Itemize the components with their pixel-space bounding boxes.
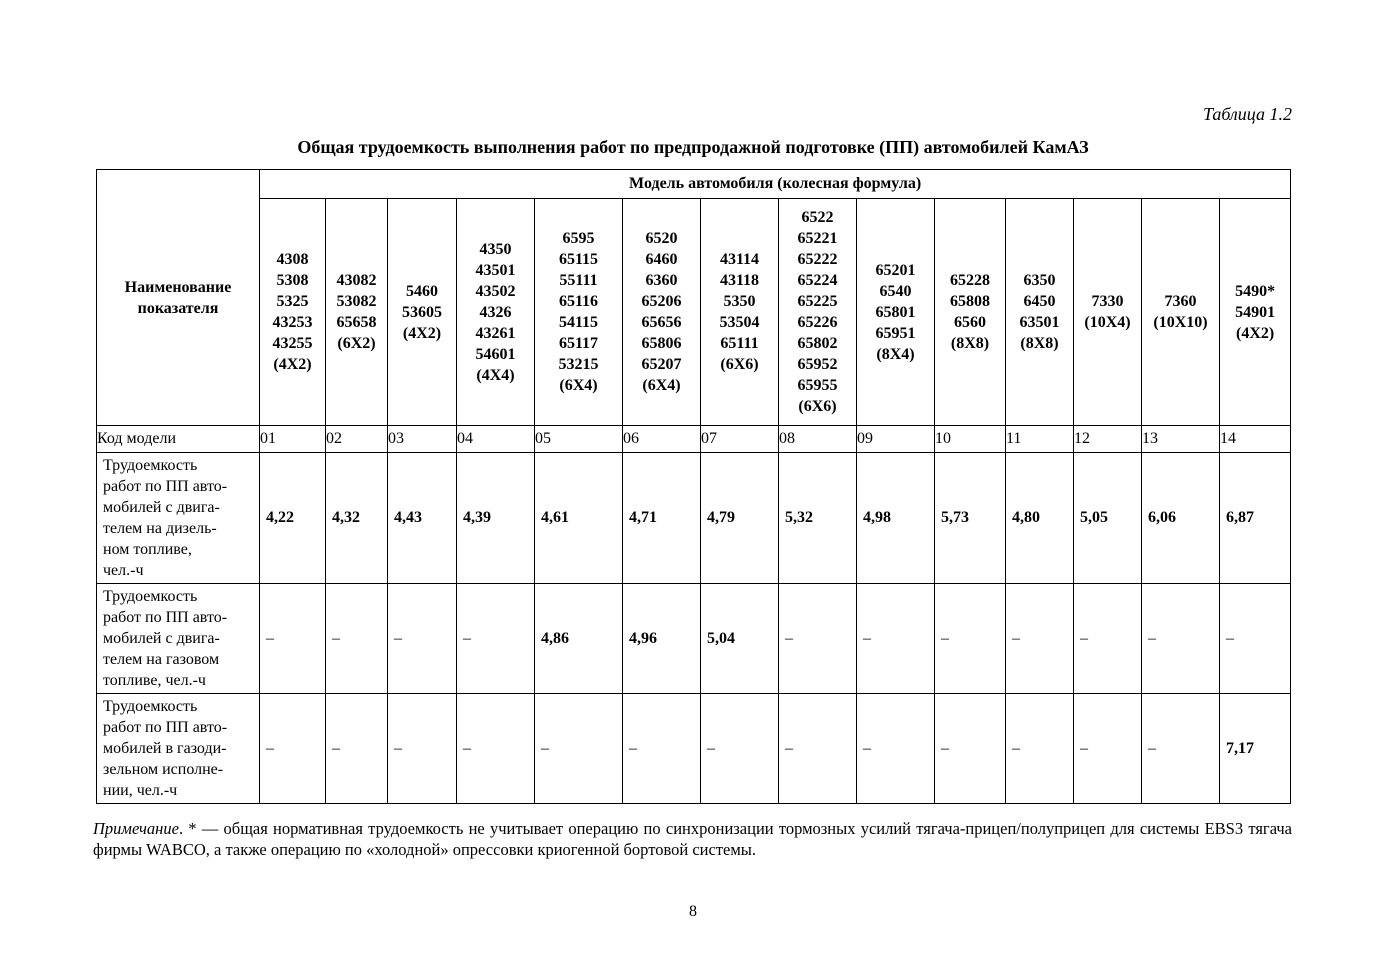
model-code: 01	[260, 426, 326, 453]
value-cell: 4,96	[623, 584, 701, 694]
model-line: (8Х4)	[876, 345, 915, 363]
table-row	[97, 453, 1291, 584]
model-line: 6350	[1023, 272, 1056, 289]
model-line: (10Х4)	[1084, 314, 1131, 331]
row-label-line: чел.-ч	[103, 562, 144, 579]
model-header-12	[1074, 199, 1142, 426]
value-cell: 5,32	[779, 453, 857, 584]
value-cell: 4,79	[701, 453, 779, 584]
model-line: 65221	[797, 230, 838, 247]
value-cell: 7,17	[1220, 694, 1291, 804]
value-cell: 5,04	[701, 584, 779, 694]
row-label-line: Трудоемкость	[103, 588, 198, 605]
model-header-11	[1006, 199, 1074, 426]
empty-cell: –	[1220, 584, 1291, 694]
empty-cell: –	[457, 584, 535, 694]
model-line: 53504	[719, 314, 760, 331]
model-line: 65201	[875, 261, 916, 279]
model-line: 65115	[558, 251, 599, 268]
model-line: 5350	[723, 293, 756, 310]
empty-cell: –	[326, 694, 388, 804]
model-line: 4350	[479, 240, 512, 258]
model-line: 54601	[475, 345, 516, 363]
value-cell: 4,98	[857, 453, 935, 584]
model-code: 04	[457, 426, 535, 453]
model-header-4	[457, 199, 535, 426]
model-header-2	[326, 199, 388, 426]
empty-cell: –	[1006, 694, 1074, 804]
model-line: 4326	[479, 303, 512, 321]
value-cell: 5,73	[935, 453, 1006, 584]
model-line: 65806	[641, 335, 682, 352]
model-code: 06	[623, 426, 701, 453]
model-code: 09	[857, 426, 935, 453]
model-header-14	[1220, 199, 1291, 426]
model-header-10	[935, 199, 1006, 426]
model-line: 43261	[475, 324, 516, 342]
empty-cell: –	[260, 694, 326, 804]
value-cell: 4,39	[457, 453, 535, 584]
row-label-line: мобилей в газоди-	[103, 740, 227, 757]
model-line: 5325	[276, 293, 309, 310]
model-header-6	[623, 199, 701, 426]
model-line: 6540	[879, 282, 912, 300]
empty-cell: –	[779, 584, 857, 694]
model-line: 65111	[720, 335, 759, 352]
row-label-line: мобилей с двига-	[103, 630, 220, 647]
empty-cell: –	[1142, 584, 1220, 694]
model-line: 43082	[336, 272, 377, 289]
model-line: (6Х6)	[720, 356, 759, 373]
model-line: 65952	[797, 356, 838, 373]
indicator-header: Наименование показателя	[97, 170, 260, 426]
model-code: 10	[935, 426, 1006, 453]
row-label-line: работ по ПП авто-	[103, 609, 228, 626]
model-line: 65117	[558, 335, 599, 352]
model-code: 13	[1142, 426, 1220, 453]
value-cell: 5,05	[1074, 453, 1142, 584]
model-line: 65224	[797, 272, 838, 289]
model-code: 05	[535, 426, 623, 453]
empty-cell: –	[1074, 584, 1142, 694]
empty-cell: –	[779, 694, 857, 804]
header-row-models	[97, 199, 1291, 426]
row-label-line: нии, чел.-ч	[103, 782, 178, 799]
value-cell: 6,06	[1142, 453, 1220, 584]
table-label: Таблица 1.2	[1202, 104, 1292, 124]
model-code: 14	[1220, 426, 1291, 453]
value-cell: 4,43	[388, 453, 457, 584]
empty-cell: –	[326, 584, 388, 694]
model-line: (6Х6)	[798, 398, 837, 415]
model-line: 65658	[336, 314, 377, 331]
table-title: Общая трудоемкость выполнения работ по предпродажной подготовке (ПП) автомобилей КамАЗ	[297, 137, 1089, 157]
model-line: 65207	[641, 356, 682, 373]
model-line: 7360	[1164, 293, 1197, 310]
model-group-header: Модель автомобиля (колесная формула)	[260, 170, 1291, 199]
model-line: (8Х8)	[1020, 335, 1059, 352]
empty-cell: –	[935, 694, 1006, 804]
model-line: 65802	[797, 335, 838, 352]
model-line: 65206	[641, 293, 682, 310]
note-label: Примечание	[93, 819, 179, 838]
table-row	[97, 584, 1291, 694]
value-cell: 4,86	[535, 584, 623, 694]
model-line: 7330	[1091, 293, 1124, 310]
page-number: 8	[689, 903, 697, 920]
model-header-8	[779, 199, 857, 426]
model-line: 6460	[645, 251, 678, 268]
row-label-line: Трудоемкость	[103, 457, 198, 474]
value-cell: 4,61	[535, 453, 623, 584]
model-line: 65222	[797, 251, 838, 268]
model-line: 43501	[475, 261, 516, 279]
row-label-line: работ по ПП авто-	[103, 478, 228, 495]
model-line: 53215	[558, 356, 599, 373]
labor-table	[96, 169, 1291, 804]
model-line: (6Х4)	[559, 377, 598, 394]
value-cell: 4,22	[260, 453, 326, 584]
model-line: 43253	[272, 314, 313, 331]
empty-cell: –	[935, 584, 1006, 694]
row-label-line: мобилей с двига-	[103, 499, 220, 516]
row-label	[97, 694, 260, 804]
empty-cell: –	[535, 694, 623, 804]
model-line: 54115	[558, 314, 599, 331]
value-cell: 4,80	[1006, 453, 1074, 584]
code-row	[97, 426, 1291, 453]
row-label-line: работ по ПП авто-	[103, 719, 228, 736]
model-line: (6Х2)	[337, 335, 376, 352]
empty-cell: –	[457, 694, 535, 804]
row-label-line: зельном исполне-	[103, 761, 224, 778]
model-line: 63501	[1019, 314, 1060, 331]
model-line: (4Х4)	[476, 366, 515, 384]
model-line: 54901	[1235, 303, 1276, 321]
model-line: 65116	[558, 293, 599, 310]
model-line: (4Х2)	[1235, 324, 1275, 342]
model-line: 55111	[559, 272, 598, 289]
model-line: 65656	[641, 314, 682, 331]
model-line: 43118	[719, 272, 760, 289]
model-line: 6520	[645, 230, 678, 247]
row-label-line: Трудоемкость	[103, 698, 198, 715]
model-line: 43255	[272, 335, 313, 352]
model-code: 08	[779, 426, 857, 453]
model-code: 03	[388, 426, 457, 453]
model-line: 43114	[719, 251, 760, 268]
model-line: (6Х4)	[642, 377, 681, 394]
model-line: (4Х2)	[273, 356, 312, 373]
model-line: 53082	[336, 293, 377, 310]
value-cell: 6,87	[1220, 453, 1291, 584]
model-code: 02	[326, 426, 388, 453]
model-line: (10Х10)	[1153, 314, 1208, 331]
model-line: 43502	[475, 282, 516, 300]
empty-cell: –	[260, 584, 326, 694]
empty-cell: –	[1006, 584, 1074, 694]
row-label	[97, 584, 260, 694]
model-line: 65228	[950, 272, 990, 289]
row-label-line: ном топливе,	[103, 541, 192, 558]
code-row-label: Код модели	[97, 426, 260, 453]
note-text: . * — общая нормативная трудоемкость не учитывает операцию по синхронизации тормозных усилий тягача-прицеп/полуприцеп для системы EBS3 тягача фирмы WABCO, а также операцию по «холодной» опрессовки криогенной бортовой системы.	[93, 819, 1292, 859]
model-line: 5308	[276, 272, 309, 289]
empty-cell: –	[388, 584, 457, 694]
note	[93, 818, 1292, 860]
model-line: 6450	[1023, 293, 1056, 310]
model-line: 6595	[562, 230, 595, 247]
empty-cell: –	[623, 694, 701, 804]
model-header-1	[260, 199, 326, 426]
model-line: (4Х2)	[402, 324, 442, 342]
model-line: 53605	[402, 303, 442, 321]
empty-cell: –	[857, 584, 935, 694]
model-line: (8Х8)	[950, 335, 990, 352]
empty-cell: –	[701, 694, 779, 804]
empty-cell: –	[1142, 694, 1220, 804]
row-label-line: телем на газовом	[103, 651, 220, 668]
row-label-line: телем на дизель-	[103, 520, 217, 537]
model-code: 07	[701, 426, 779, 453]
value-cell: 4,71	[623, 453, 701, 584]
empty-cell: –	[857, 694, 935, 804]
row-label-line: топливе, чел.-ч	[103, 672, 206, 689]
model-header-5	[535, 199, 623, 426]
empty-cell: –	[1074, 694, 1142, 804]
model-line: 4308	[276, 251, 309, 268]
model-line: 5490*	[1235, 282, 1276, 300]
model-header-3	[388, 199, 457, 426]
model-line: 65808	[950, 293, 990, 310]
model-line: 6360	[645, 272, 678, 289]
model-line: 65225	[797, 293, 838, 310]
model-code: 12	[1074, 426, 1142, 453]
row-label	[97, 453, 260, 584]
model-line: 65226	[797, 314, 838, 331]
header-row-group	[97, 170, 1291, 199]
model-header-7	[701, 199, 779, 426]
model-line: 6522	[801, 209, 834, 226]
model-line: 65951	[875, 324, 916, 342]
value-cell: 4,32	[326, 453, 388, 584]
model-header-9	[857, 199, 935, 426]
model-line: 65801	[875, 303, 916, 321]
model-line: 6560	[954, 314, 986, 331]
table-row	[97, 694, 1291, 804]
model-header-13	[1142, 199, 1220, 426]
model-code: 11	[1006, 426, 1074, 453]
model-line: 5460	[406, 282, 438, 300]
model-line: 65955	[797, 377, 838, 394]
empty-cell: –	[388, 694, 457, 804]
